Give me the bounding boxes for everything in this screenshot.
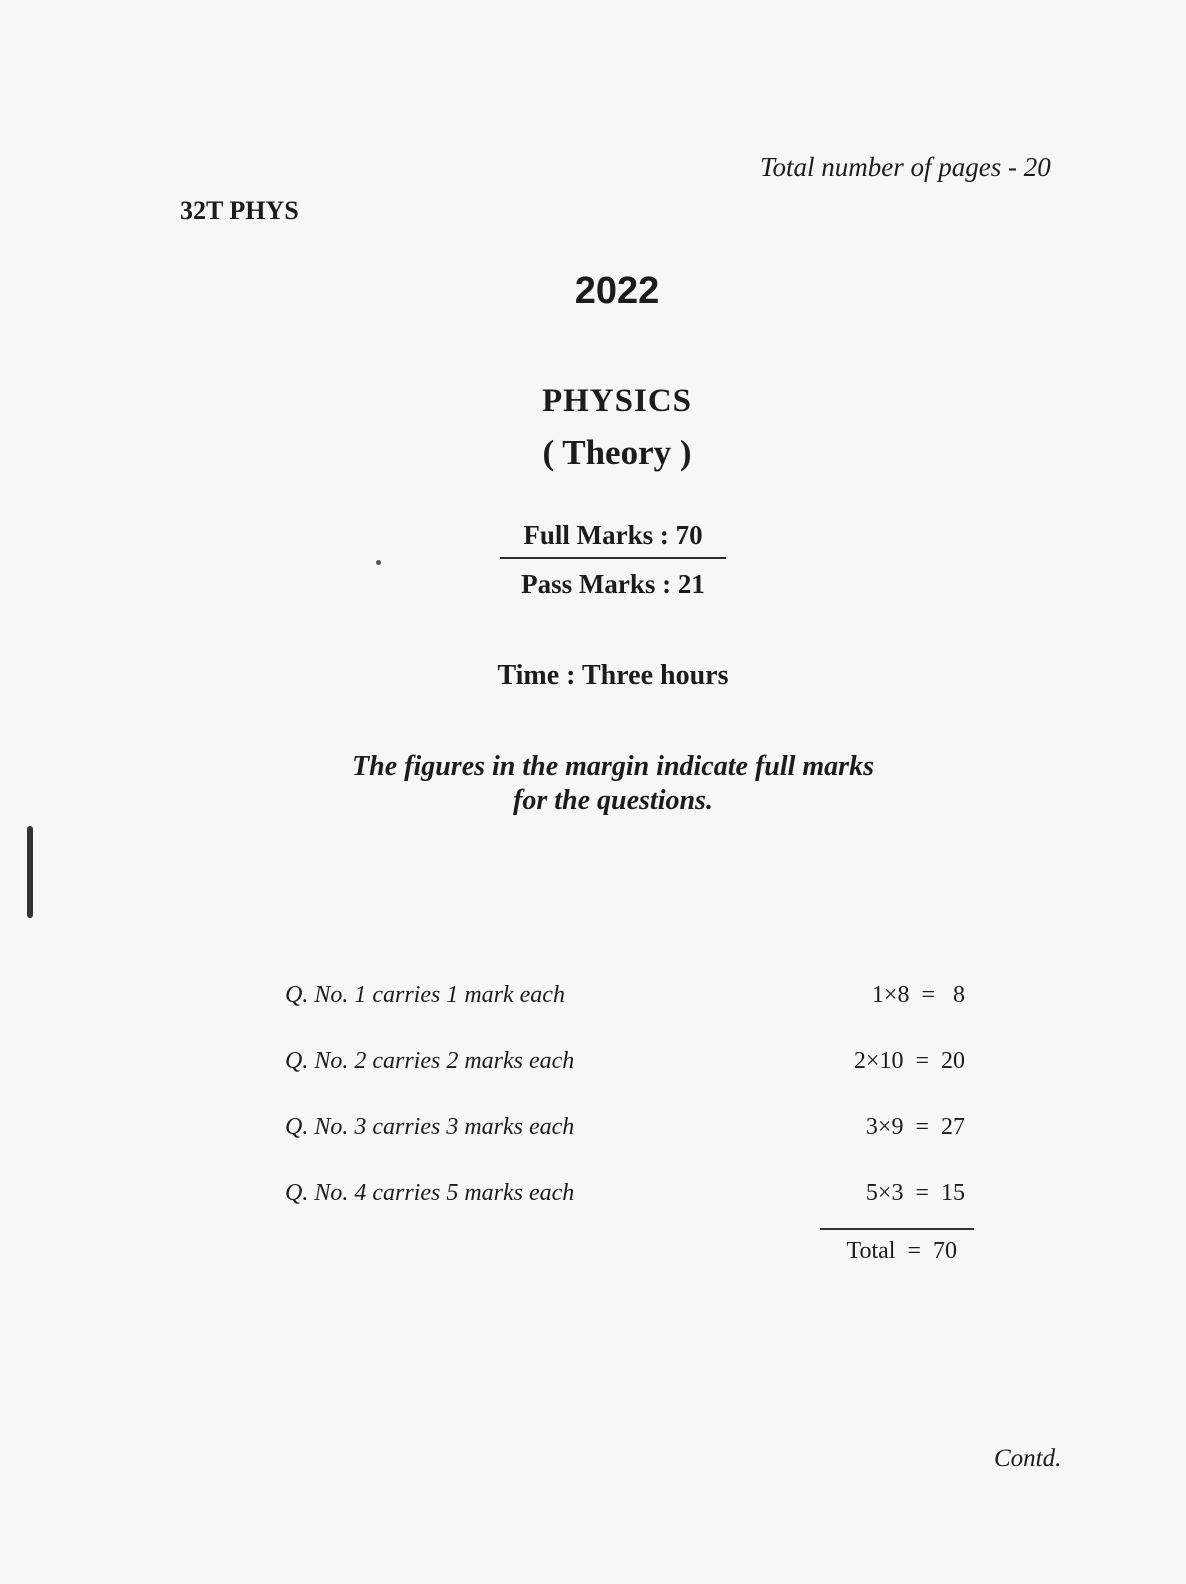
paper-code: 32T PHYS — [180, 196, 299, 225]
instruction-note — [0, 750, 1186, 818]
question-label: Q. No. 3 carries 3 marks each — [285, 1114, 575, 1140]
question-label: Q. No. 1 carries 1 mark each — [285, 982, 565, 1008]
total-marks: Total = 70 — [846, 1238, 957, 1264]
marks-distribution-row — [285, 1114, 965, 1148]
marks-calc: 2×10 = 20 — [853, 1048, 965, 1074]
total-divider — [820, 1228, 974, 1230]
marks-distribution-row — [285, 1048, 965, 1082]
exam-year: 2022 — [574, 270, 660, 312]
instruction-line-1: The figures in the margin indicate full marks — [352, 751, 874, 782]
total-pages-note: Total number of pages - 20 — [760, 152, 1051, 182]
marks-calc: 3×9 = 27 — [865, 1114, 965, 1140]
exam-time: Time : Three hours — [497, 660, 729, 691]
ink-dot — [376, 560, 381, 565]
marks-calc: 1×8 = 8 — [871, 982, 965, 1008]
instruction-line-2: for the questions. — [513, 785, 713, 816]
full-marks: Full Marks : 70 — [500, 520, 726, 559]
continued-note: Contd. — [994, 1445, 1062, 1472]
marks-calc: 5×3 = 15 — [865, 1180, 965, 1206]
marks-block — [500, 520, 726, 600]
question-label: Q. No. 2 carries 2 marks each — [285, 1048, 575, 1074]
paper-type: ( Theory ) — [542, 433, 692, 472]
marks-distribution-row — [285, 1180, 965, 1214]
subject-title: PHYSICS — [541, 383, 693, 419]
marks-distribution-row — [285, 982, 965, 1016]
margin-pen-mark — [27, 826, 33, 918]
pass-marks: Pass Marks : 21 — [521, 569, 705, 599]
question-label: Q. No. 4 carries 5 marks each — [285, 1180, 575, 1206]
